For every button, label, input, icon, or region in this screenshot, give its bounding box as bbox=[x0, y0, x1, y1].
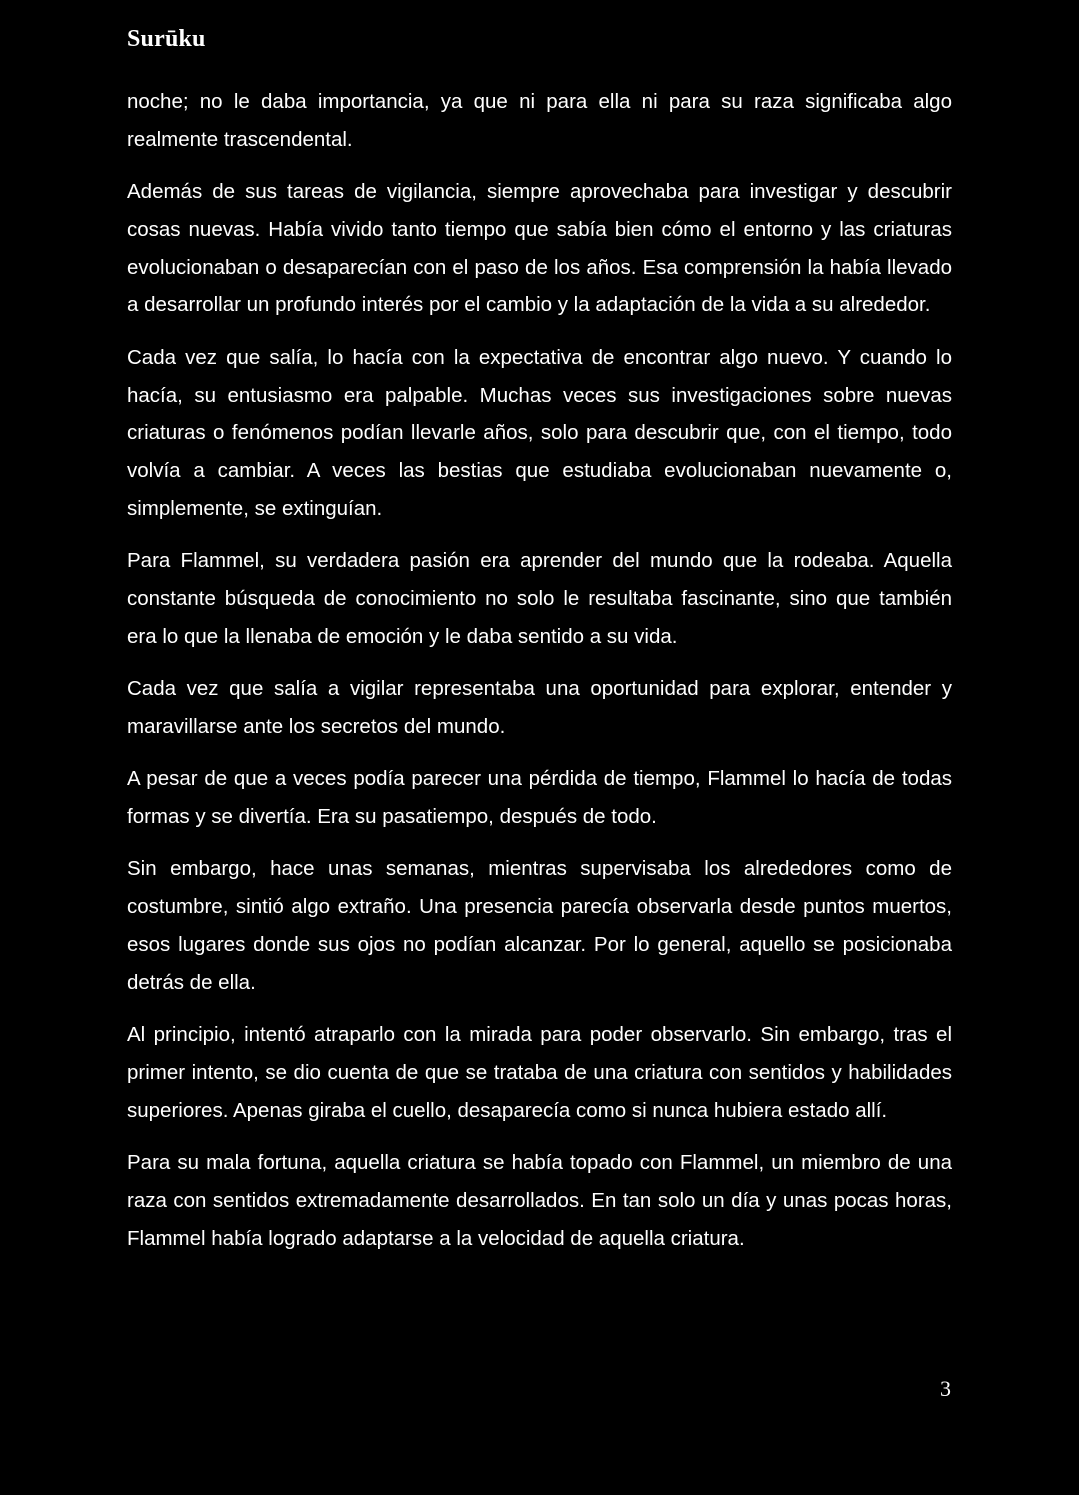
paragraph: Además de sus tareas de vigilancia, siempre aprovechaba para investigar y descubrir cosas nuevas. Había vivido tanto tiempo que sabía bien cómo el entorno y las criaturas evolucionaban o desaparecían con el paso de los años. Esa comprensión la había llevado a desarrollar un profundo interés por el cambio y la adaptación de la vida a su alrededor. bbox=[127, 180, 952, 317]
paragraph: Para su mala fortuna, aquella criatura se había topado con Flammel, un miembro de una raza con sentidos extremadamente desarrollados. En tan solo un día y unas pocas horas, Flammel había logrado adaptarse a la velocidad de aquella criatura. bbox=[127, 1150, 952, 1250]
paragraph: Para Flammel, su verdadera pasión era aprender del mundo que la rodeaba. Aquella constante búsqueda de conocimiento no solo le resultaba fascinante, sino que también era lo que la llenaba de emoción y le daba sentido a su vida. bbox=[127, 549, 952, 648]
body-text bbox=[127, 83, 952, 1272]
running-header-title: Surūku bbox=[127, 26, 206, 52]
paragraph: Cada vez que salía a vigilar representaba una oportunidad para explorar, entender y maravillarse ante los secretos del mundo. bbox=[127, 677, 952, 738]
paragraph: Cada vez que salía, lo hacía con la expectativa de encontrar algo nuevo. Y cuando lo hacía, su entusiasmo era palpable. Muchas veces sus investigaciones sobre nuevas criaturas o fenómenos podían llevarle años, solo para descubrir que, con el tiempo, todo volvía a cambiar. A veces las bestias que estudiaba evolucionaban nuevamente o, simplemente, se extinguían. bbox=[127, 345, 952, 520]
paragraph: Al principio, intentó atraparlo con la mirada para poder observarlo. Sin embargo, tras el primer intento, se dio cuenta de que se trataba de una criatura con sentidos y habilidades superiores. Apenas giraba el cuello, desaparecía como si nunca hubiera estado allí. bbox=[127, 1023, 952, 1122]
paragraph: A pesar de que a veces podía parecer una pérdida de tiempo, Flammel lo hacía de todas formas y se divertía. Era su pasatiempo, después de todo. bbox=[127, 767, 952, 829]
paragraph: noche; no le daba importancia, ya que ni para ella ni para su raza significaba algo realmente trascendental. bbox=[127, 90, 952, 151]
paragraph: Sin embargo, hace unas semanas, mientras supervisaba los alrededores como de costumbre, sintió algo extraño. Una presencia parecía observarla desde puntos muertos, esos lugares donde sus ojos no podían alcanzar. Por lo general, aquello se posicionaba detrás de ella. bbox=[127, 857, 952, 994]
page-number: 3 bbox=[940, 1376, 951, 1401]
